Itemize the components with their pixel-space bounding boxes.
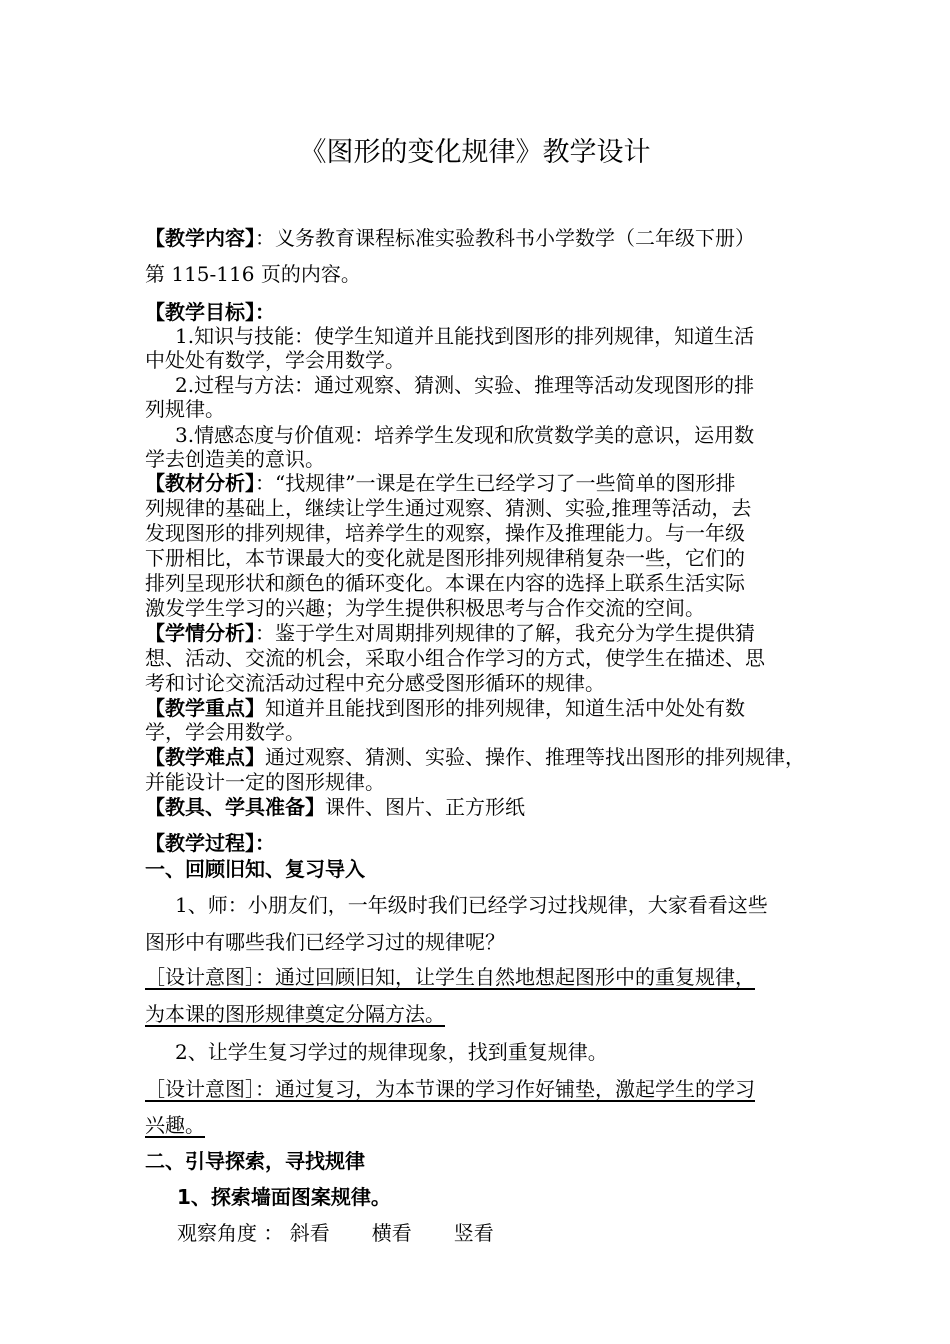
- process-heading: [145, 831, 275, 855]
- process-colon: ：: [255, 831, 275, 855]
- students-line: 考和讨论交流活动过程中充分感受图形循环的规律。: [145, 671, 605, 695]
- material-line: 激发学生学习的兴趣；为学生提供积极思考与合作交流的空间。: [145, 596, 705, 620]
- objectives-line: 中处处有数学，学会用数学。: [145, 348, 405, 372]
- design-intent-1-line-1: ［设计意图］：通过回顾旧知，让学生自然地想起图形中的重复规律，: [145, 965, 755, 989]
- content-line-2: 第 115-116 页的内容。: [145, 262, 361, 286]
- objectives-line: 1.知识与技能：使学生知道并且能找到图形的排列规律，知道生活: [175, 324, 755, 348]
- angle-horizontal: 横看: [371, 1221, 412, 1245]
- difficulty-label: 【教学难点】: [145, 745, 265, 769]
- students-label: 【学情分析】: [145, 621, 255, 645]
- material-line: 发现图形的排列规律，培养学生的观察，操作及推理能力。与一年级: [145, 521, 745, 545]
- content-text-1: ：义务教育课程标准实验教科书小学数学（二年级下册）: [255, 226, 755, 250]
- students-line-1: [145, 621, 755, 645]
- difficulty-line-1: [145, 745, 805, 769]
- observation-angles: [177, 1221, 494, 1245]
- difficulty-text-1: 通过观察、猜测、实验、操作、推理等找出图形的排列规律，: [265, 745, 805, 769]
- material-line: 排列呈现形状和颜色的循环变化。本课在内容的选择上联系生活实际: [145, 571, 745, 595]
- objectives-colon: ：: [255, 300, 275, 324]
- process-label: 【教学过程】: [145, 831, 255, 855]
- keypoint-line-2: 学，学会用数学。: [145, 720, 305, 744]
- angle-diagonal: 斜看: [289, 1221, 330, 1245]
- students-line: 想、活动、交流的机会，采取小组合作学习的方式，使学生在描述、思: [145, 646, 765, 670]
- tools-text: 课件、图片、正方形纸: [325, 795, 525, 819]
- tools-line: [145, 795, 525, 819]
- tools-label: 【教具、学具准备】: [145, 795, 325, 819]
- material-line-1: [145, 471, 735, 495]
- angle-label: 观察角度 ：: [177, 1221, 284, 1245]
- difficulty-line-2: 并能设计一定的图形规律。: [145, 770, 385, 794]
- section-2-item-1: 1、探索墙面图案规律。: [177, 1185, 391, 1209]
- objectives-line: 3.情感态度与价值观：培养学生发现和欣赏数学美的意识，运用数: [175, 423, 755, 447]
- keypoint-label: 【教学重点】: [145, 696, 265, 720]
- section-heading-2: 二、引导探索，寻找规律: [145, 1149, 365, 1173]
- design-intent-2-line-2: 兴趣。: [145, 1113, 205, 1137]
- section-heading-1: 一、回顾旧知、复习导入: [145, 857, 365, 881]
- process-item-1-line-2: 图形中有哪些我们已经学习过的规律呢？: [145, 930, 505, 954]
- design-intent-2-line-1: ［设计意图］：通过复习，为本节课的学习作好铺垫，激起学生的学习: [145, 1077, 755, 1101]
- students-text-1: ：鉴于学生对周期排列规律的了解，我充分为学生提供猜: [255, 621, 755, 645]
- objectives-heading: [145, 300, 275, 324]
- design-intent-1-line-2: 为本课的图形规律奠定分隔方法。: [145, 1002, 445, 1026]
- material-line: 列规律的基础上，继续让学生通过观察、猜测、实验,推理等活动，去: [145, 496, 752, 520]
- keypoint-text-1: 知道并且能找到图形的排列规律，知道生活中处处有数: [265, 696, 745, 720]
- material-line: 下册相比，本节课最大的变化就是图形排列规律稍复杂一些，它们的: [145, 546, 745, 570]
- objectives-label: 【教学目标】: [145, 300, 255, 324]
- keypoint-line-1: [145, 696, 745, 720]
- material-label: 【教材分析】: [145, 471, 255, 495]
- process-item-1-line-1: 1、师：小朋友们，一年级时我们已经学习过找规律，大家看看这些: [175, 893, 768, 917]
- process-item-2: 2、让学生复习学过的规律现象，找到重复规律。: [175, 1040, 608, 1064]
- objectives-line: 2.过程与方法：通过观察、猜测、实验、推理等活动发现图形的排: [175, 373, 755, 397]
- document-title: 《图形的变化规律》教学设计: [299, 137, 651, 168]
- objectives-line: 学去创造美的意识。: [145, 447, 325, 471]
- content-label: 【教学内容】: [145, 226, 255, 250]
- angle-vertical: 竖看: [453, 1221, 494, 1245]
- content-line-1: [145, 226, 755, 250]
- material-text-1: ：“找规律”一课是在学生已经学习了一些简单的图形排: [255, 471, 736, 495]
- objectives-line: 列规律。: [145, 397, 225, 421]
